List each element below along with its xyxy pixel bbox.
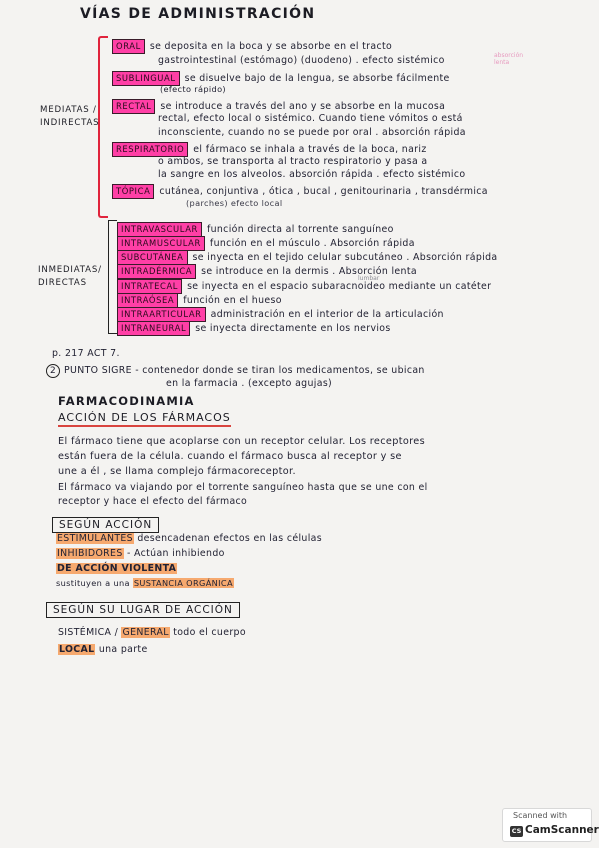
route-respiratorio bbox=[112, 142, 427, 157]
accion-term: INHIBIDORES bbox=[57, 548, 123, 559]
margin-note: absorción lenta bbox=[494, 52, 524, 66]
lugar-item bbox=[58, 627, 246, 638]
route-desc: se deposita en la boca y se absorbe en el tracto bbox=[149, 41, 393, 52]
route-rectal-line2: rectal, efecto local o sistémico. Cuando tiene vómitos o está bbox=[158, 113, 463, 124]
route-tag: RESPIRATORIO bbox=[112, 142, 188, 157]
group2-label-line2: DIRECTAS bbox=[38, 278, 87, 288]
route-tag: INTRAMUSCULAR bbox=[117, 236, 205, 251]
route-tag: SUBCUTÁNEA bbox=[117, 250, 188, 265]
route-desc: se disuelve bajo de la lengua, se absorbe fácilmente bbox=[184, 73, 450, 84]
accion-term: DE ACCIÓN VIOLENTA bbox=[57, 563, 177, 574]
paragraph-line: receptor y hace el efecto del fármaco bbox=[58, 496, 248, 507]
route-respiratorio-line2: o ambos, se transporta al tracto respiratorio y pasa a bbox=[158, 156, 428, 167]
page-title: VÍAS DE ADMINISTRACIÓN bbox=[80, 6, 316, 22]
camscanner-badge bbox=[502, 808, 599, 842]
activity-line1 bbox=[46, 364, 425, 378]
camscanner-logo-icon: CS bbox=[511, 827, 522, 835]
group1-label-line1: MEDIATAS / bbox=[40, 105, 97, 115]
accion-item bbox=[56, 563, 177, 574]
route-intramuscular bbox=[117, 236, 415, 251]
activity-number: 2 bbox=[46, 364, 60, 378]
segun-accion-title: SEGÚN ACCIÓN bbox=[52, 517, 159, 533]
accion-desc: SUSTANCIA ORGÁNICA bbox=[133, 578, 233, 588]
section-subheading: ACCIÓN DE LOS FÁRMACOS bbox=[58, 411, 231, 427]
route-tag: ORAL bbox=[112, 39, 145, 54]
route-rectal-line3: inconsciente, cuando no se puede por oral . absorción rápida bbox=[158, 127, 466, 138]
accion-desc: desencadenan efectos en las células bbox=[137, 533, 322, 544]
lugar-term2: GENERAL bbox=[122, 627, 169, 638]
activity-line2: en la farmacia . (excepto agujas) bbox=[166, 378, 333, 389]
route-topica bbox=[112, 184, 488, 199]
section-heading: FARMACODINAMIA bbox=[58, 394, 195, 408]
paragraph-line: une a él , se llama complejo fármacoreceptor. bbox=[58, 466, 296, 477]
badge-brand: CamScanner bbox=[525, 824, 599, 836]
lugar-sep: / bbox=[114, 627, 119, 638]
route-tag: INTRAARTICULAR bbox=[117, 307, 206, 322]
activity-text: PUNTO SIGRE - contenedor donde se tiran los medicamentos, se ubican bbox=[64, 365, 425, 376]
group2-label-line1: INMEDIATAS/ bbox=[38, 265, 102, 275]
group1-brace bbox=[98, 36, 108, 218]
lugar-item bbox=[58, 644, 148, 655]
route-tag: INTRATECAL bbox=[117, 279, 182, 294]
group1-label bbox=[40, 104, 99, 130]
paragraph-line: El fármaco va viajando por el torrente sanguíneo hasta que se une con el bbox=[58, 482, 428, 493]
route-oral-line2: gastrointestinal (estómago) (duodeno) . efecto sistémico bbox=[158, 55, 445, 66]
route-desc: se introduce en la dermis . Absorción lenta bbox=[201, 266, 417, 277]
route-intratecal bbox=[117, 279, 491, 294]
route-sublingual-line2: (efecto rápido) bbox=[160, 84, 226, 94]
route-desc: administración en el interior de la articulación bbox=[210, 309, 444, 320]
route-tag: INTRADÉRMICA bbox=[117, 264, 196, 279]
route-desc: se introduce a través del ano y se absorbe en la mucosa bbox=[160, 101, 446, 112]
paragraph-line: están fuera de la célula. cuando el fármaco busca al receptor y se bbox=[58, 451, 402, 462]
paragraph-line: El fármaco tiene que acoplarse con un receptor celular. Los receptores bbox=[58, 436, 425, 447]
segun-lugar-box bbox=[46, 598, 240, 618]
badge-caption: Scanned with bbox=[513, 811, 568, 820]
segun-lugar-title: SEGÚN SU LUGAR DE ACCIÓN bbox=[46, 602, 240, 618]
route-intraosea bbox=[117, 293, 282, 308]
lugar-term: SISTÉMICA bbox=[58, 627, 112, 638]
route-respiratorio-line3: la sangre en los alveolos. absorción rápida . efecto sistémico bbox=[158, 169, 466, 180]
route-tag: INTRAÓSEA bbox=[117, 293, 178, 308]
lugar-term: LOCAL bbox=[59, 644, 95, 655]
accion-term: sustituyen a una bbox=[56, 578, 130, 588]
route-tag: SUBLINGUAL bbox=[112, 71, 180, 86]
accion-item bbox=[56, 578, 234, 588]
route-desc: cutánea, conjuntiva , ótica , bucal , genitourinaria , transdérmica bbox=[159, 186, 488, 197]
group2-brace bbox=[108, 220, 117, 334]
accion-desc: - Actúan inhibiendo bbox=[126, 548, 225, 559]
route-desc: se inyecta en el espacio subaracnoideo mediante un catéter bbox=[187, 281, 492, 292]
activity-ref: p. 217 ACT 7. bbox=[52, 348, 120, 359]
route-intraneural bbox=[117, 321, 391, 336]
route-desc: se inyecta directamente en los nervios bbox=[195, 323, 391, 334]
accion-item bbox=[56, 548, 225, 559]
route-desc: función directa al torrente sanguíneo bbox=[206, 224, 394, 235]
route-tag: TÓPICA bbox=[112, 184, 154, 199]
route-tag: RECTAL bbox=[112, 99, 155, 114]
route-desc: función en el hueso bbox=[183, 295, 282, 306]
route-oral bbox=[112, 39, 392, 54]
segun-accion-box bbox=[52, 513, 159, 533]
route-intravascular bbox=[117, 222, 394, 237]
intratecal-note: lumbar bbox=[358, 275, 380, 282]
accion-item bbox=[56, 533, 322, 544]
route-topica-line2: (parches) efecto local bbox=[186, 198, 283, 208]
route-tag: INTRAVASCULAR bbox=[117, 222, 202, 237]
group2-label bbox=[38, 264, 102, 290]
route-desc: el fármaco se inhala a través de la boca, nariz bbox=[193, 144, 427, 155]
route-subcutanea bbox=[117, 250, 498, 265]
lugar-desc: una parte bbox=[98, 644, 148, 655]
lugar-desc: todo el cuerpo bbox=[173, 627, 246, 638]
route-desc: función en el músculo . Absorción rápida bbox=[209, 238, 415, 249]
route-intraarticular bbox=[117, 307, 444, 322]
accion-term: ESTIMULANTES bbox=[57, 533, 133, 544]
group1-label-line2: INDIRECTAS bbox=[40, 118, 100, 128]
route-desc: se inyecta en el tejido celular subcutáneo . Absorción rápida bbox=[192, 252, 498, 263]
route-tag: INTRANEURAL bbox=[117, 321, 190, 336]
route-rectal bbox=[112, 99, 445, 114]
